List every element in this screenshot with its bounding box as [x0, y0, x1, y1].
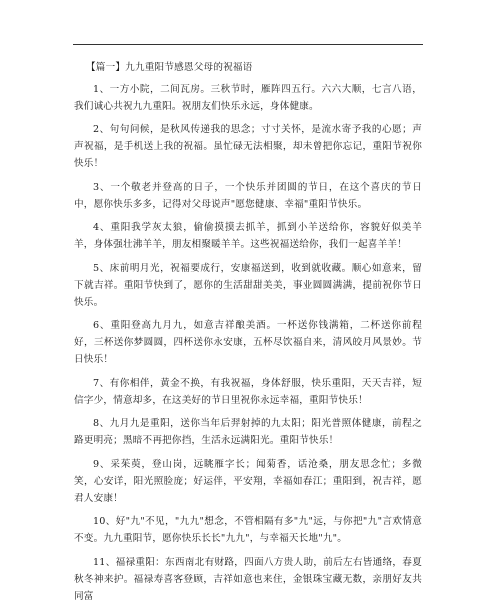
- paragraph-2: 2、句句问候，是秋风传递我的思念；寸寸关怀，是流水寄予我的心愿；声声祝福，是手机送上我的祝福。虽忙碌无法相聚，却未曾把你忘记，重阳节祝你快乐！: [74, 124, 422, 169]
- paragraph-8: 8、九月九是重阳，送你当年后羿射掉的九太阳；阳光普照体健康，前程之路更明亮；黑暗不再把你挡，生活永远满阳光。重阳节快乐！: [74, 418, 422, 447]
- paragraph-9: 9、采茱萸，登山岗，远眺雁字长；闻菊香，话沧桑，朋友思念忙；多微笑，心安详，阳光照脸庞；好运伴，平安翔，幸福如春江；重阳到，祝吉祥，愿君人安康！: [74, 458, 422, 504]
- paragraph-11: 11、福禄重阳：东西南北有财路，四面八方贵人助，前后左右皆通络，春夏秋冬神来护。福禄寿喜客登顾，吉祥如意也来住，金银珠宝藏无数，亲朋好友共同富: [74, 556, 422, 602]
- paragraph-3: 3、一个敬老并登高的日子，一个快乐并团圆的节日，在这个喜庆的节日中，愿你快乐多多，记得对父母说声"愿您健康、幸福"重阳节快乐。: [74, 181, 422, 210]
- paragraph-10: 10、好"九"不见，"九九"想念，不管相隔有多"九"远，与你把"九"言欢情意不变。九九重阳节，愿你快乐长长"九九"，与幸福天长地"九"。: [74, 516, 422, 545]
- section-title: 【篇一】九九重阳节感恩父母的祝福语: [86, 62, 253, 73]
- paragraph-5: 5、床前明月光，祝福要成行，安康福送到，收到就收藏。顺心如意来，留下就吉祥。重阳节快到了，愿你的生活甜甜美美，事业圆圆满满，提前祝你节日快乐。: [74, 262, 422, 308]
- header-rule: [73, 44, 423, 45]
- document-body: [74, 60, 422, 612]
- paragraph-1: 1、一方小院，二间瓦房。三秋节时，雁阵四五行。六六大顺，七言八语，我们诚心共祝九九重阳。祝朋友们快乐永远，身体健康。: [74, 83, 422, 112]
- paragraph-4: 4、重阳我学灰太狼，偷偷摸摸去抓羊，抓到小羊送给你，容貌好似美羊羊，身体强壮沸羊羊，朋友相聚暖羊羊。这些祝福送给你，我们一起喜羊羊！: [74, 222, 422, 251]
- paragraph-6: 6、重阳登高九月九，如意吉祥酿美酒。一杯送你钱满箱，二杯送你前程好，三杯送你梦圆圆，四杯送你永安康，五杯尽饮福自来，清风皎月风景妙。节日快乐！: [74, 320, 422, 365]
- paragraph-7: 7、有你相伴，黄金不换，有我祝福，身体舒服，快乐重阳，天天吉祥，短信字少，情意却多，在这美好的节日里祝你永远幸福，重阳节快乐！: [74, 377, 422, 406]
